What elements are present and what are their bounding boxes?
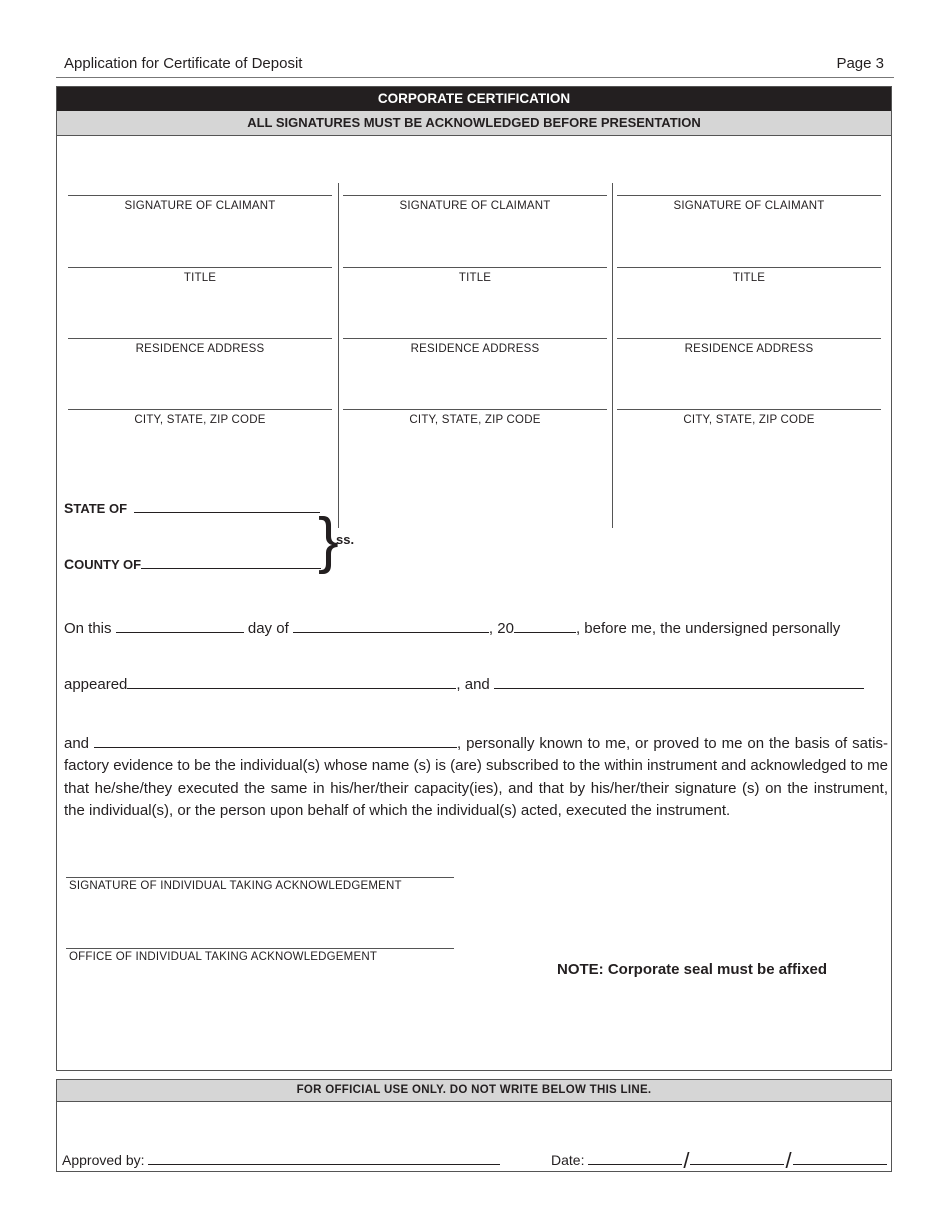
approved-by-row <box>62 1152 500 1168</box>
day-input[interactable] <box>116 620 244 633</box>
certification-box <box>56 86 892 1071</box>
title-line <box>68 267 332 268</box>
ack-office-label: OFFICE OF INDIVIDUAL TAKING ACKNOWLEDGEMENT <box>69 951 378 963</box>
form-title-band: CORPORATE CERTIFICATION <box>57 87 891 111</box>
header-rule <box>56 77 894 78</box>
title-field[interactable] <box>343 267 607 297</box>
ack-signature-label: SIGNATURE OF INDIVIDUAL TAKING ACKNOWLEDGEMENT <box>69 880 402 892</box>
approved-by-label: Approved by: <box>62 1152 145 1168</box>
date-day-input[interactable] <box>690 1152 784 1165</box>
title-label: TITLE <box>183 272 217 284</box>
official-use-banner: FOR OFFICIAL USE ONLY. DO NOT WRITE BELOW THIS LINE. <box>57 1080 891 1102</box>
official-use-box <box>56 1079 892 1172</box>
state-input[interactable] <box>134 500 320 513</box>
state-label: TATE OF <box>73 501 128 516</box>
corporate-seal-note: NOTE: Corporate seal must be affixed <box>557 961 828 978</box>
title-label: TITLE <box>458 272 492 284</box>
appeared-name-input-1[interactable] <box>127 676 456 689</box>
acknowledgement-paragraph <box>64 733 888 823</box>
city-state-zip-line <box>68 409 332 410</box>
column-divider-1 <box>338 183 339 528</box>
venue-brace: } <box>318 506 339 575</box>
residence-address-label: RESIDENCE ADDRESS <box>684 343 814 355</box>
ss-label: ss. <box>336 532 355 547</box>
title-line <box>617 267 881 268</box>
paragraph-text: , personally known to me, or proved to me on the basis of satis- factory evidence to be the individual(s) whose name (s) is (are) subscribed to the within instrument and acknowledged to me that he/she/they executed the same in his/her/their capacity(ies), and that by his/her/their signature (s) on the instrument, the individual(s), or the person upon behalf of which the individual(s) acted, executed the instrument. <box>64 735 888 820</box>
county-label: OUNTY OF <box>74 557 142 572</box>
signature-line <box>343 195 607 196</box>
signature-line <box>617 195 881 196</box>
appeared-name-input-3[interactable] <box>94 735 457 748</box>
title-label: TITLE <box>732 272 766 284</box>
on-this-text: On this <box>64 620 112 637</box>
day-of-text: day of <box>247 620 289 637</box>
claimant-column-3 <box>617 183 881 528</box>
page-number: Page 3 <box>836 55 884 72</box>
county-of-row <box>64 556 321 572</box>
claimant-column-2 <box>343 183 607 528</box>
city-state-zip-field[interactable] <box>68 409 332 439</box>
and-mid-text: , and <box>456 676 490 693</box>
form-subtitle-band: ALL SIGNATURES MUST BE ACKNOWLEDGED BEFORE PRESENTATION <box>57 111 891 136</box>
title-field[interactable] <box>617 267 881 297</box>
residence-address-label: RESIDENCE ADDRESS <box>410 343 540 355</box>
column-divider-2 <box>612 183 613 528</box>
signature-of-claimant-field[interactable] <box>68 195 332 225</box>
date-year-input[interactable] <box>793 1152 887 1165</box>
residence-address-line <box>617 338 881 339</box>
date-row <box>551 1148 887 1173</box>
claimant-column-1 <box>68 183 332 528</box>
residence-address-label: RESIDENCE ADDRESS <box>135 343 265 355</box>
appeared-name-input-2[interactable] <box>494 676 864 689</box>
state-of-row <box>64 500 320 516</box>
year-input[interactable] <box>514 620 576 633</box>
signature-of-claimant-field[interactable] <box>343 195 607 225</box>
city-state-zip-line <box>343 409 607 410</box>
city-state-zip-line <box>617 409 881 410</box>
signature-of-claimant-field[interactable] <box>617 195 881 225</box>
city-state-zip-field[interactable] <box>617 409 881 439</box>
residence-address-field[interactable] <box>617 338 881 368</box>
signature-line <box>68 195 332 196</box>
residence-address-field[interactable] <box>343 338 607 368</box>
ack-office-line[interactable] <box>66 948 454 949</box>
title-line <box>343 267 607 268</box>
date-separator: / <box>785 1148 792 1173</box>
city-state-zip-label: CITY, STATE, ZIP CODE <box>134 414 266 426</box>
appeared-text: appeared <box>64 676 128 693</box>
date-separator: / <box>683 1148 690 1173</box>
on-this-line <box>64 620 840 637</box>
state-label-initial: S <box>64 500 74 516</box>
signature-of-claimant-label: SIGNATURE OF CLAIMANT <box>399 200 551 212</box>
and-start-text: and <box>64 735 90 752</box>
city-state-zip-label: CITY, STATE, ZIP CODE <box>683 414 815 426</box>
signature-of-claimant-label: SIGNATURE OF CLAIMANT <box>673 200 825 212</box>
residence-address-field[interactable] <box>68 338 332 368</box>
date-month-input[interactable] <box>588 1152 682 1165</box>
title-field[interactable] <box>68 267 332 297</box>
approved-by-input[interactable] <box>148 1152 500 1165</box>
signature-of-claimant-label: SIGNATURE OF CLAIMANT <box>124 200 276 212</box>
header-title: Application for Certificate of Deposit <box>64 55 303 72</box>
before-me-text: , before me, the undersigned personally <box>575 620 841 637</box>
county-label-initial: C <box>64 556 75 572</box>
residence-address-line <box>68 338 332 339</box>
ack-signature-line[interactable] <box>66 877 454 878</box>
date-label: Date: <box>551 1152 585 1168</box>
year-prefix-text: , 20 <box>488 620 514 637</box>
month-input[interactable] <box>293 620 489 633</box>
city-state-zip-label: CITY, STATE, ZIP CODE <box>409 414 541 426</box>
appeared-line <box>64 676 864 693</box>
residence-address-line <box>343 338 607 339</box>
city-state-zip-field[interactable] <box>343 409 607 439</box>
county-input[interactable] <box>141 556 321 569</box>
